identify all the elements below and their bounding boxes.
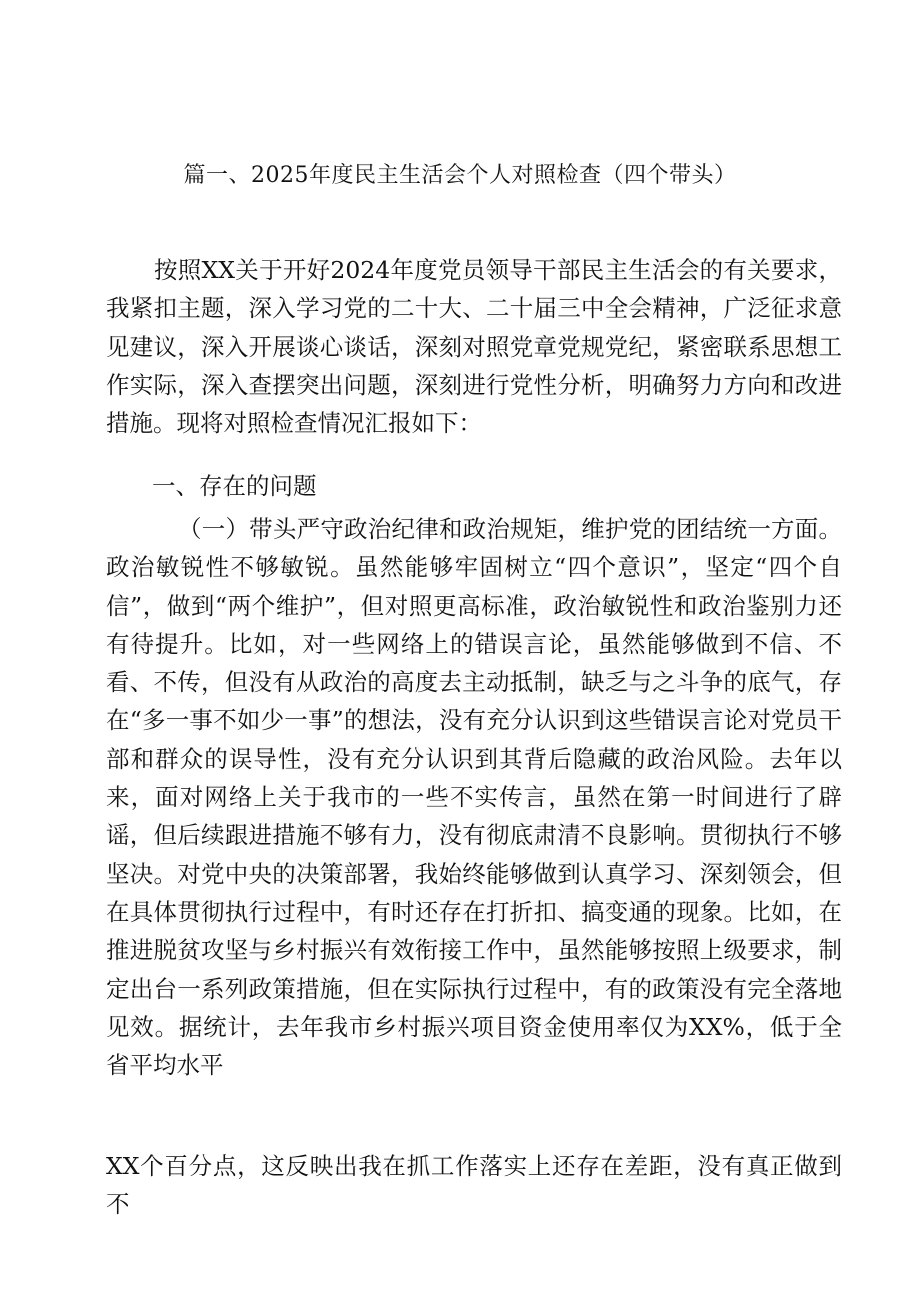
point-one-paragraph: （一）带头严守政治纪律和政治规矩，维护党的团结统一方面。政治敏锐性不够敏锐。虽然能够牢固树立“四个意识”，坚定“四个自信”，做到“两个维护”，但对照更高标准，政治敏锐性和政治鉴别力还有待提升。比如，对一些网络上的错误言论，虽然能够做到不信、不看、不传，但没有从政治的高度去主动抵制，缺乏与之斗争的底气，存在“多一事不如少一事”的想法，没有充分认识到这些错误言论对党员干部和群众的误导性，没有充分认识到其背后隐藏的政治风险。去年以来，面对网络上关于我市的一些不实传言，虽然在第一时间进行了辟谣，但后续跟进措施不够有力，没有彻底肃清不良影响。贯彻执行不够坚决。对党中央的决策部署，我始终能够做到认真学习、深刻领会，但在具体贯彻执行过程中，有时还存在打折扣、搞变通的现象。比如，在推进脱贫攻坚与乡村振兴有效衔接工作中，虽然能够按照上级要求，制定出台一系列政策措施，但在实际执行过程中，有的政策没有完全落地见效。据统计，去年我市乡村振兴项目资金使用率仅为XX%，低于全省平均水平 — [106, 515, 842, 1080]
continued-paragraph: XX个百分点，这反映出我在抓工作落实上还存在差距，没有真正做到不 — [106, 1152, 842, 1219]
intro-paragraph: 按照XX关于开好2024年度党员领导干部民主生活会的有关要求，我紧扣主题，深入学习党的二十大、二十届三中全会精神，广泛征求意见建议，深入开展谈心谈话，深刻对照党章党规党纪，紧密联系思想工作实际，深入查摆突出问题，深刻进行党性分析，明确努力方向和改进措施。现将对照检查情况汇报如下： — [106, 256, 842, 438]
section-heading: 一、存在的问题 — [152, 472, 317, 500]
document-title: 篇一、2025年度民主生活会个人对照检查（四个带头） — [183, 163, 737, 188]
